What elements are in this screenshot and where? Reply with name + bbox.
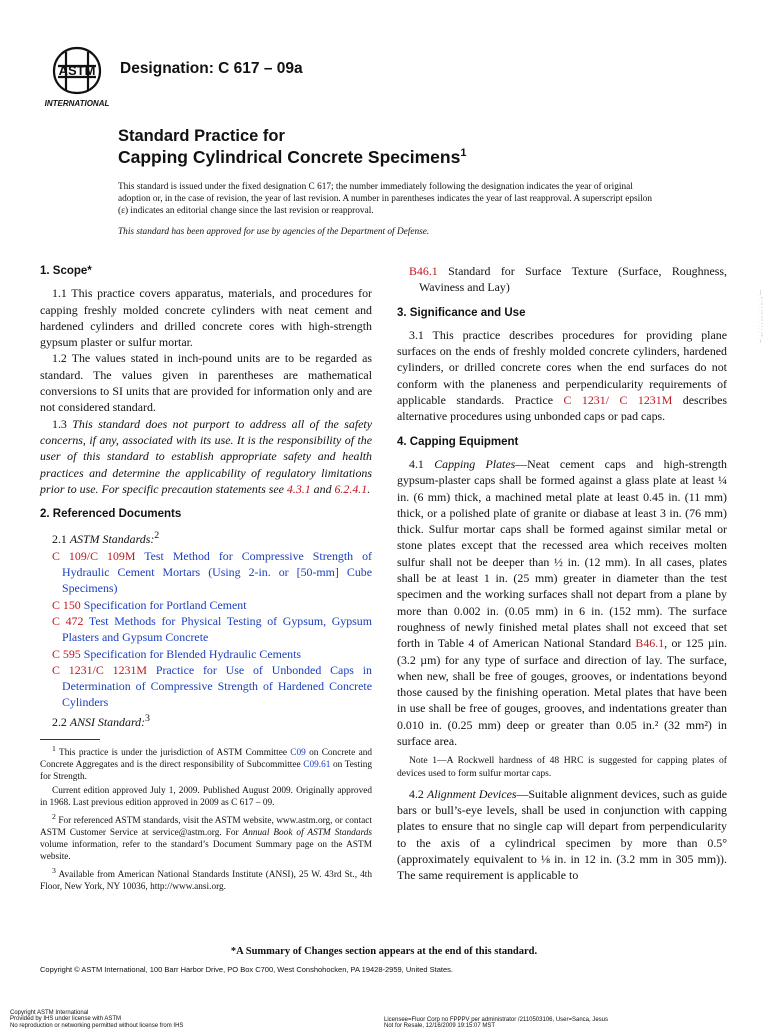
significance-heading: 3. Significance and Use	[397, 306, 526, 319]
title-line-1: Standard Practice for	[118, 127, 285, 145]
footnote-2-marker: 2	[52, 812, 56, 822]
title-footnote-ref: 1	[460, 147, 467, 160]
footnote-1-marker: 1	[52, 744, 56, 753]
footnote-1-text-c: on Testing for Strength.	[40, 760, 372, 783]
para-2-2-num: 2.2	[52, 714, 70, 729]
reference-item	[397, 263, 727, 296]
footnote-2-text-b: volume information, refer to the standard’s Document Summary page on the ASTM website.	[40, 840, 372, 863]
para-4-2-text: —Suitable alignment devices, such as guide bars or bull’s-eye levels, shall be used in conjunction with capping plates to ensure that no single cap will depart from perpendicularity to the axis of a cylindrical specimen by more than 0.5° (approximately equivalent to ⅛ in. in 12 in. (3.2 mm in 305 mm)). The same requirement is applicable to	[397, 786, 727, 883]
alignment-devices-label: Alignment Devices	[426, 786, 517, 801]
para-4-2	[397, 786, 727, 884]
link-4-3-1[interactable]: 4.3.1	[286, 481, 311, 496]
ref-link-c595[interactable]: C 595	[52, 646, 81, 661]
capping-plates-label: Capping Plates	[434, 456, 516, 471]
para-4-2-num: 4.2	[409, 786, 427, 801]
summary-notice: *A Summary of Changes section appears at the end of this standard.	[230, 946, 538, 957]
logo-text: ASTM	[58, 63, 96, 78]
footnotes	[40, 743, 372, 895]
astm-logo	[42, 44, 112, 110]
para-1-2: 1.2 The values stated in inch-pound units are to be regarded as standard. The values given in parentheses are mathematical conversions to SI units that are provided for information only and are not considered standard.	[40, 351, 372, 415]
reference-item	[40, 597, 372, 613]
designation: Designation: C 617 – 09a	[120, 60, 303, 77]
license-left-line-1: Copyright ASTM International	[10, 1010, 89, 1016]
footnote-1	[40, 743, 372, 783]
ref-link-c1231[interactable]: C 1231/C 1231M	[52, 662, 147, 677]
footnote-1-edition: Current edition approved July 1, 2009. Published August 2009. Originally approved in 1968. Last previous edition approved in 2009 as C 617 – 09.	[40, 786, 372, 809]
link-c09[interactable]: C09	[290, 748, 306, 759]
para-3-1-text-a: 3.1 This practice describes procedures for providing plane surfaces on the ends of freshly molded concrete cylinders, hardened cylinders, or drilled concrete cores when the end surfaces do not conform with the planeness and perpendicularity requirements of applicable standards. Practice	[397, 327, 727, 408]
para-1-3-num: 1.3	[52, 416, 73, 431]
para-1-3-text: This standard does not purport to address all of the safety concerns, if any, associated with its use. It is the responsibility of the user of this standard to establish appropriate safety and health practices and determine the applicability of regulatory limitations prior to use. For specific precaution statements see	[40, 416, 372, 496]
logo-subtext: INTERNATIONAL	[44, 99, 110, 108]
referenced-docs-heading: 2. Referenced Documents	[40, 508, 182, 521]
para-1-1: 1.1 This practice covers apparatus, materials, and procedures for capping freshly molded concrete cylinders with neat cement and hardened cylinders and drilled concrete cores with high-strength gypsum plaster or sulfur mortar.	[40, 286, 372, 350]
para-4-1-text-b: , or 125 µin. (3.2 µm) for any type of surface and direction of lay. The surface, when new, shall be free of gouges, grooves, or indentations beyond those caused by the finishing operation. Metal plates that have been in use shall be free of gouges, grooves, and indentations greater than 0.010 in. (0.25 mm) deep or greater than 0.05 in.² (32 mm²) in surface area.	[397, 636, 727, 749]
link-c09-61[interactable]: C09.61	[303, 760, 331, 771]
link-6-2-4-1[interactable]: 6.2.4.1	[334, 481, 368, 496]
document-title	[118, 147, 466, 168]
ref-title[interactable]: Practice for Use of Unbonded Caps in Determination of Compressive Strength of Hardened Concrete Cylinders	[62, 662, 372, 710]
footnote-2	[40, 811, 372, 863]
footnote-1-text-a: This practice is under the jurisdiction of ASTM Committee	[55, 748, 291, 759]
para-4-1-num: 4.1	[409, 456, 435, 471]
astm-standards-label: ASTM Standards:	[69, 532, 155, 547]
footnote-2-text-a: For referenced ASTM standards, visit the ASTM website, www.astm.org, or contact ASTM Customer Service at service@astm.org. For	[40, 816, 372, 839]
license-right-line-2: Not for Resale, 12/16/2009 19:15:07 MST	[384, 1023, 496, 1030]
ref-title[interactable]: Test Method for Compressive Strength of Hydraulic Cement Mortars (Using 2-in. or [50-mm] Cube Specimens)	[62, 548, 373, 596]
left-column	[40, 263, 372, 730]
copyright-line: Copyright © ASTM International, 100 Barr Harbor Drive, PO Box C700, West Conshohocken, PA 19428-2959, United States.	[40, 965, 453, 974]
footnote-ref-2: 2	[154, 530, 160, 542]
footnote-3-text: Available from American National Standards Institute (ANSI), 25 W. 43rd St., 4th Floor, New York, NY 10036, http://www.ansi.org.	[40, 870, 372, 893]
para-1-3-end: .	[367, 481, 371, 496]
license-left-line-3: No reproduction or networking permitted without license from IHS	[10, 1022, 184, 1029]
dod-approval: This standard has been approved for use by agencies of the Department of Defense.	[118, 227, 430, 237]
footnote-divider	[40, 739, 100, 740]
ref-title: Standard for Surface Texture (Surface, Roughness, Waviness and Lay)	[419, 264, 727, 295]
note-1: Note 1—A Rockwell hardness of 48 HRC is suggested for capping plates of devices used to form sulfur mortar caps.	[397, 755, 727, 779]
reference-item	[40, 548, 372, 597]
reference-item	[40, 662, 372, 711]
footnote-ref-3: 3	[145, 712, 150, 724]
license-right-line-1: Licensee=Fluor Corp no FPPPV per administrator /2110503106, User=Sanca, Jesus	[384, 1017, 609, 1023]
footnote-3-marker: 3	[52, 866, 56, 876]
right-column	[397, 263, 727, 884]
scope-heading: 1. Scope*	[40, 265, 92, 277]
ref-title[interactable]: Specification for Portland Cement	[83, 597, 247, 612]
para-2-2	[40, 711, 372, 730]
ref-link-c109[interactable]: C 109/C 109M	[52, 548, 136, 563]
reference-item	[40, 646, 372, 662]
ref-link-c150[interactable]: C 150	[52, 597, 81, 612]
para-1-3	[40, 416, 372, 497]
license-left	[10, 1010, 183, 1029]
ref-link-b46-1[interactable]: B46.1	[409, 264, 438, 278]
para-4-1	[397, 456, 727, 749]
footnote-2-book: Annual Book of ASTM Standards	[242, 828, 372, 839]
ref-title[interactable]: Test Methods for Physical Testing of Gypsum, Gypsum Plasters and Gypsum Concrete	[62, 613, 373, 645]
para-4-1-text-a: —Neat cement caps and high-strength gypsum-plaster caps shall be formed against a glass plate at least ¼ in. (6 mm) thick, a machined metal plate at least 0.45 in. (11 mm) thick, or a polished plate of granite or diabase at least 3 in. (76 mm) thick. Sulfur mortar caps shall be formed against similar metal or stone plates except that the recessed area which receives molten sulfur shall not be deeper than ½ in. (12 mm). In all cases, plates shall be at least 1 in. (25 mm) greater in diameter than the test specimen and the working surfaces shall not depart from a plane by more than 0.002 in. (0.05 mm) in 6 in. (152 mm). The surface roughness of newly finished metal plates shall not exceed that set forth in Table 4 of American National Standard	[397, 456, 728, 651]
intro-statement: This standard is issued under the fixed designation C 617; the number immediately following the designation indicates the year of original adoption or, in the case of revision, the year of last revision. A number in parentheses indicates the year of last reapproval. A superscript epsilon (ε) indicates an editorial change since the last revision or reapproval.	[118, 182, 653, 216]
para-3-1-text-b: describes alternative procedures using unbonded caps or pad caps.	[397, 393, 727, 424]
capping-equipment-heading: 4. Capping Equipment	[397, 435, 519, 448]
para-2-1	[40, 528, 372, 547]
ref-title[interactable]: Specification for Blended Hydraulic Cements	[83, 646, 302, 661]
license-right	[384, 1017, 608, 1030]
ansi-standard-label: ANSI Standard:	[69, 714, 146, 729]
link-b46-1[interactable]: B46.1	[635, 636, 665, 651]
title-line-2: Capping Cylindrical Concrete Specimens	[118, 147, 461, 167]
para-2-1-num: 2.1	[52, 532, 70, 547]
footnote-3	[40, 865, 372, 893]
link-c1231[interactable]: C 1231/ C 1231M	[563, 393, 673, 408]
para-3-1	[397, 327, 727, 425]
license-left-line-2: Provided by IHS under license with ASTM	[10, 1016, 122, 1023]
footnote-1-text-b: on Concrete and Concrete Aggregates and is the direct responsibility of Subcommittee	[40, 748, 373, 771]
side-watermark: --`,,,,`,`,`,`,,,,`,,,`,`,,,`,,`---	[758, 290, 764, 343]
reference-item	[40, 613, 372, 646]
ref-link-c472[interactable]: C 472	[52, 613, 84, 628]
para-1-3-and: and	[310, 481, 335, 496]
